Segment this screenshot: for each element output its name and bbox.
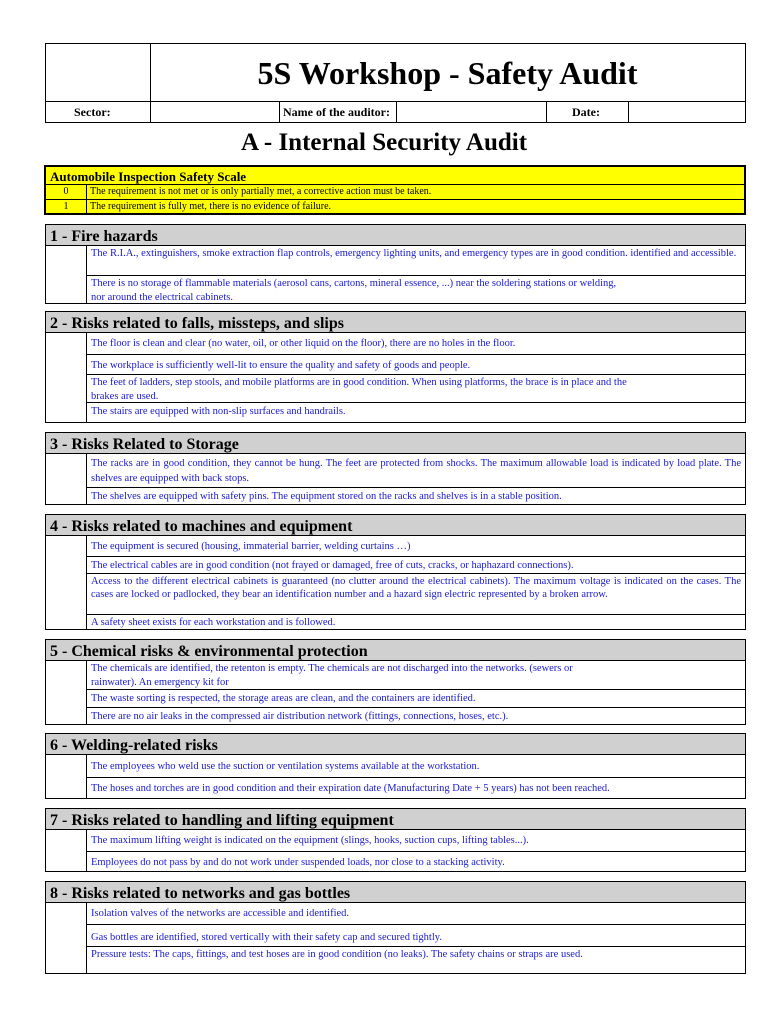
checklist-item: The workplace is sufficiently well-lit to ensure the quality and safety of goods and people. — [86, 354, 745, 374]
section-falls-slips — [45, 311, 746, 423]
checklist-item: Access to the different electrical cabinets is guaranteed (no clutter around the electrical cabinets). The maximum voltage is indicated on the cases. The cases are locked or padlocked, they bear an identification number and a hazard sign electric represented by a broken arrow. — [86, 573, 745, 614]
checklist-item: The maximum lifting weight is indicated on the equipment (slings, hooks, suction cups, lifting tables...). — [91, 835, 529, 846]
section-title: 6 - Welding-related risks — [46, 734, 745, 755]
scale-row — [46, 199, 744, 215]
auditor-label: Name of the auditor: — [283, 104, 390, 119]
checklist-item: The hoses and torches are in good condition and their expiration date (Manufacturing Date + 5 years) has not been reached. — [86, 777, 745, 799]
section-fire-hazards — [45, 224, 746, 304]
section-machines-equipment — [45, 514, 746, 630]
section-title: 5 - Chemical risks & environmental protection — [46, 640, 745, 661]
checklist-item: Gas bottles are identified, stored vertically with their safety cap and secured tightly. — [86, 924, 745, 946]
checklist-item: The equipment is secured (housing, immaterial barrier, welding curtains …) — [91, 541, 411, 552]
scale-description: The requirement is not met or is only partially met, a corrective action must be taken. — [90, 186, 432, 197]
checklist-item: The stairs are equipped with non-slip surfaces and handrails. — [86, 402, 745, 422]
scale-title: Automobile Inspection Safety Scale — [50, 169, 247, 184]
checklist-item: There is no storage of flammable materials (aerosol cans, cartons, mineral essence, ...) near the soldering stations or welding, nor around the electrical cabinets. — [86, 275, 745, 304]
checklist-item: A safety sheet exists for each workstation and is followed. — [86, 614, 745, 629]
section-title: 8 - Risks related to networks and gas bottles — [46, 882, 745, 903]
section-title: 2 - Risks related to falls, missteps, and slips — [46, 312, 745, 333]
checklist-item: The chemicals are identified, the retenton is empty. The chemicals are not discharged into the networks. (sewers or rainwater). An emergency kit for — [91, 663, 573, 688]
checklist-item: The feet of ladders, step stools, and mobile platforms are in good condition. When using platforms, the brace is in place and the brakes are used. — [86, 374, 745, 402]
document-title: 5S Workshop - Safety Audit — [257, 54, 638, 91]
checklist-item: Pressure tests: The caps, fittings, and test hoses are in good condition (no leaks). The safety chains or straps are used. — [86, 946, 745, 973]
checklist-item: The shelves are equipped with safety pins. The equipment stored on the racks and shelves is in a stable position. — [86, 487, 745, 505]
section-title: 3 - Risks Related to Storage — [46, 433, 745, 454]
section-welding-risks — [45, 733, 746, 799]
section-title: 1 - Fire hazards — [46, 225, 745, 246]
logo-cell — [46, 44, 151, 102]
section-title: 4 - Risks related to machines and equipment — [46, 515, 745, 536]
checklist-item: The floor is clean and clear (no water, oil, or other liquid on the floor), there are no holes in the floor. — [91, 338, 516, 349]
section-chemical-risks — [45, 639, 746, 725]
section-handling-lifting — [45, 808, 746, 872]
checklist-item: The waste sorting is respected, the storage areas are clean, and the containers are identified. — [86, 689, 745, 707]
scale-description: The requirement is fully met, there is no evidence of failure. — [90, 201, 332, 212]
auditor-name-field[interactable] — [398, 102, 546, 122]
scale-row — [46, 184, 744, 200]
checklist-item: The R.I.A., extinguishers, smoke extraction flap controls, emergency lighting units, and emergency types are in good condition. identified and accessible. — [91, 248, 737, 259]
scale-score: 0 — [63, 186, 69, 197]
safety-scale — [44, 165, 746, 215]
checklist-item: The racks are in good condition, they cannot be hung. The feet are protected from shocks. The maximum allowable load is indicated by load plate. The shelves are equipped with back stops. — [91, 458, 741, 484]
main-title: A - Internal Security Audit — [240, 129, 528, 156]
sector-label: Sector: — [74, 104, 111, 119]
checklist-item: Isolation valves of the networks are accessible and identified. — [91, 908, 350, 919]
checklist-item: The electrical cables are in good condition (not frayed or damaged, free of cuts, cracks, or haphazard connections). — [86, 556, 745, 573]
scale-score: 1 — [63, 201, 69, 212]
date-field[interactable] — [630, 102, 745, 122]
sector-field[interactable] — [154, 102, 277, 122]
checklist-item: Employees do not pass by and do not work under suspended loads, nor close to a stacking activity. — [86, 851, 745, 872]
section-title: 7 - Risks related to handling and lifting equipment — [46, 809, 745, 830]
audit-header-table — [45, 43, 746, 123]
section-storage — [45, 432, 746, 505]
checklist-item: The employees who weld use the suction or ventilation systems available at the workstation. — [91, 761, 480, 772]
checklist-item: There are no air leaks in the compressed air distribution network (fittings, connections, hoses, etc.). — [86, 707, 745, 724]
date-label: Date: — [572, 104, 600, 119]
section-networks-gas — [45, 881, 746, 974]
